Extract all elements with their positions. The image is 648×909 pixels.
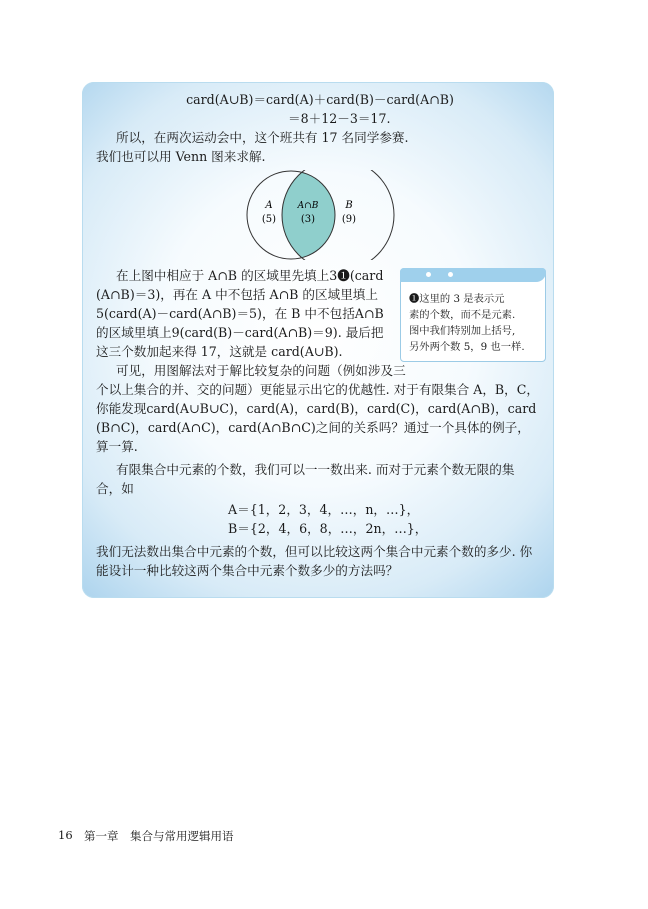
- paragraph-explain-line-1: 在上图中相应于 A∩B 的区域里先填上3❶(card: [116, 268, 384, 283]
- chapter-title: 集合与常用逻辑用语: [130, 829, 234, 843]
- note-dot: [448, 272, 453, 277]
- paragraph-explain-line-4: 的区域里填上9(card(B)－card(A∩B)＝9). 最后把: [96, 325, 384, 340]
- paragraph-advantage-line-5: 算一算.: [96, 439, 138, 454]
- formula-line-2: ＝8＋12－3＝17.: [288, 111, 391, 126]
- paragraph-venn-intro: 我们也可以用 Venn 图来求解.: [96, 149, 266, 164]
- venn-label-a: A: [265, 200, 273, 211]
- paragraph-explain-line-2: (A∩B)＝3)，再在 A 中不包括 A∩B 的区域里填上: [96, 287, 378, 302]
- venn-count-intersection: (3): [300, 214, 316, 225]
- venn-count-b: (9): [341, 214, 357, 225]
- set-b-definition: B＝{2，4，6，8，…，2n，…}，: [228, 521, 428, 536]
- venn-count-a: (5): [261, 214, 277, 225]
- paragraph-advantage-line-1: 可见，用图解法对于解比较复杂的问题（例如涉及三: [116, 363, 406, 378]
- note-line-1: ❶这里的 3 是表示元: [409, 293, 505, 305]
- venn-intersection-region: [282, 170, 394, 260]
- note-line-4: 另外两个数 5，9 也一样.: [409, 341, 525, 353]
- side-note-box: [400, 268, 546, 362]
- paragraph-explain-line-3: 5(card(A)－card(A∩B)＝5)，在 B 中不包括A∩B: [96, 306, 384, 321]
- venn-label-intersection: A∩B: [297, 201, 319, 211]
- set-a-definition: A＝{1，2，3，4，…，n，…}，: [228, 502, 420, 517]
- paragraph-question-line-1: 我们无法数出集合中元素的个数，但可以比较这两个集合中元素个数的多少. 你: [96, 544, 533, 559]
- note-dot: [426, 272, 431, 277]
- paragraph-question-line-2: 能设计一种比较这两个集合中元素个数多少的方法吗？: [96, 563, 399, 578]
- paragraph-explain-line-5: 这三个数加起来得 17，这就是 card(A∪B).: [96, 344, 343, 359]
- side-note-header: [400, 268, 546, 282]
- chapter-label: 第一章: [84, 829, 119, 843]
- paragraph-infinite-line-1: 有限集合中元素的个数，我们可以一一数出来. 而对于元素个数无限的集: [116, 462, 515, 477]
- formula-line-1: card(A∪B)＝card(A)＋card(B)－card(A∩B): [186, 92, 454, 107]
- note-line-2: 素的个数，而不是元素.: [409, 309, 516, 321]
- page-number: 16: [58, 828, 73, 842]
- paragraph-advantage-line-2: 个以上集合的并、交的问题）更能显示出它的优越性. 对于有限集合 A，B，C，: [96, 382, 539, 397]
- venn-label-b: B: [345, 200, 353, 211]
- venn-diagram: [236, 170, 416, 260]
- paragraph-advantage-line-3: 你能发现card(A∪B∪C)，card(A)，card(B)，card(C)，card(A∩B)，card: [96, 401, 537, 416]
- paragraph-conclusion: 所以，在两次运动会中，这个班共有 17 名同学参赛.: [116, 130, 409, 145]
- note-line-3: 图中我们特别加上括号,: [409, 325, 516, 337]
- paragraph-advantage-line-4: (B∩C)，card(A∩C)，card(A∩B∩C)之间的关系吗？通过一个具体的例子，: [96, 420, 530, 435]
- paragraph-infinite-line-2: 合，如: [96, 481, 134, 496]
